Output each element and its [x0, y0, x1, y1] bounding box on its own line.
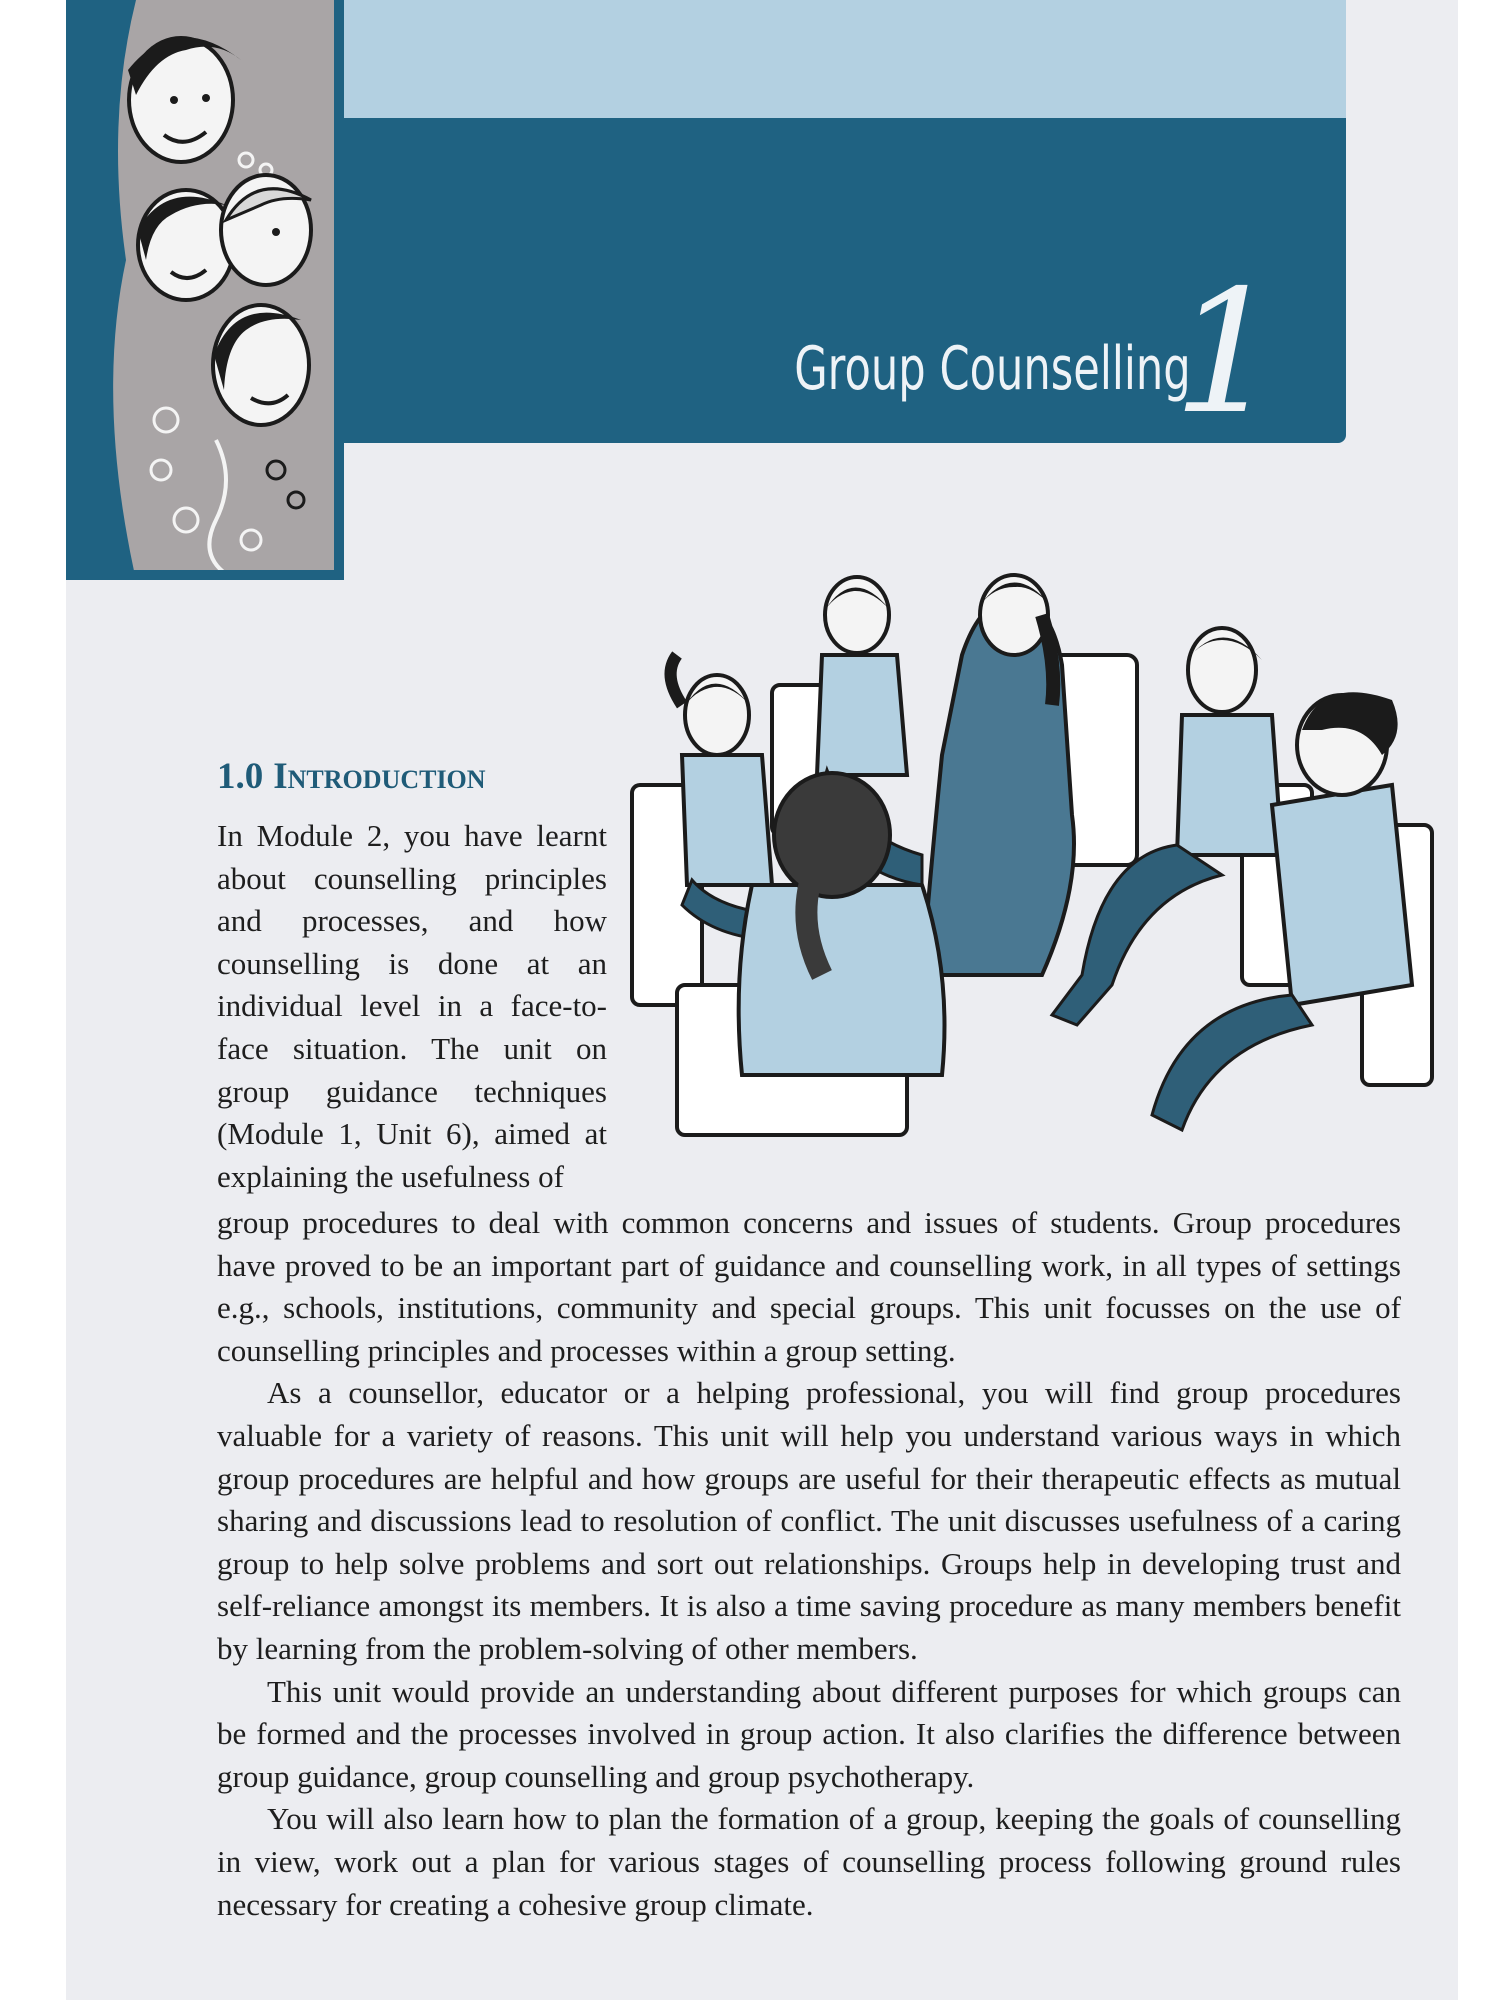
boy-front-figure	[1272, 785, 1412, 1005]
decorative-children-strip	[66, 0, 344, 580]
banner-top-strip	[344, 0, 1346, 118]
paragraph-2: As a counsellor, educator or a helping professional, you will find group procedures valuable for a variety of reasons. This unit will help you understand various ways in which group procedures are helpful and how groups are useful for their therapeutic effects as mutual sharing and discussions lead to resolution of conflict. The unit discusses usefulness of a caring group to help solve problems and sort out relationships. Groups help in developing trust and self-reliance amongst its members. It is also a time saving procedure as many members benefit by learning from the problem-solving of other members.	[217, 1375, 1401, 1666]
group-counselling-illustration	[622, 555, 1460, 1175]
girl-back-figure	[817, 655, 907, 775]
paragraph-4: You will also learn how to plan the formation of a group, keeping the goals of counselling in view, work out a plan for various stages of counselling process following ground rules necessary for creating a cohesive group climate.	[217, 1801, 1401, 1922]
boy-right-figure	[1177, 715, 1282, 855]
body-text	[217, 1202, 1401, 1926]
section-title: Introduction	[273, 756, 486, 797]
section-number: 1.0	[217, 756, 264, 797]
chapter-banner	[344, 118, 1346, 452]
children-illustration	[66, 0, 344, 580]
paragraph-1: group procedures to deal with common concerns and issues of students. Group procedures have proved to be an important part of guidance and counselling work, in all types of settings e.g., schools, institutions, community and special groups. This unit focusses on the use of counselling principles and processes within a group setting.	[217, 1205, 1401, 1368]
girl-left-figure	[682, 755, 772, 885]
section-heading	[217, 755, 486, 798]
chapter-number: 1	[1172, 254, 1281, 452]
chapter-title: Group Counselling	[794, 334, 1191, 404]
intro-column-text: In Module 2, you have learnt about counselling principles and processes, and how counselling is done at an individual level in a face-to-face situation. The unit on group guidance techniques (Module 1, Unit 6), aimed at explaining the usefulness of	[217, 818, 607, 1194]
girl-front-figure	[739, 885, 945, 1075]
paragraph-3: This unit would provide an understanding about different purposes for which groups can be formed and the processes involved in group action. It also clarifies the difference between group guidance, group counselling and group psychotherapy.	[217, 1673, 1401, 1794]
